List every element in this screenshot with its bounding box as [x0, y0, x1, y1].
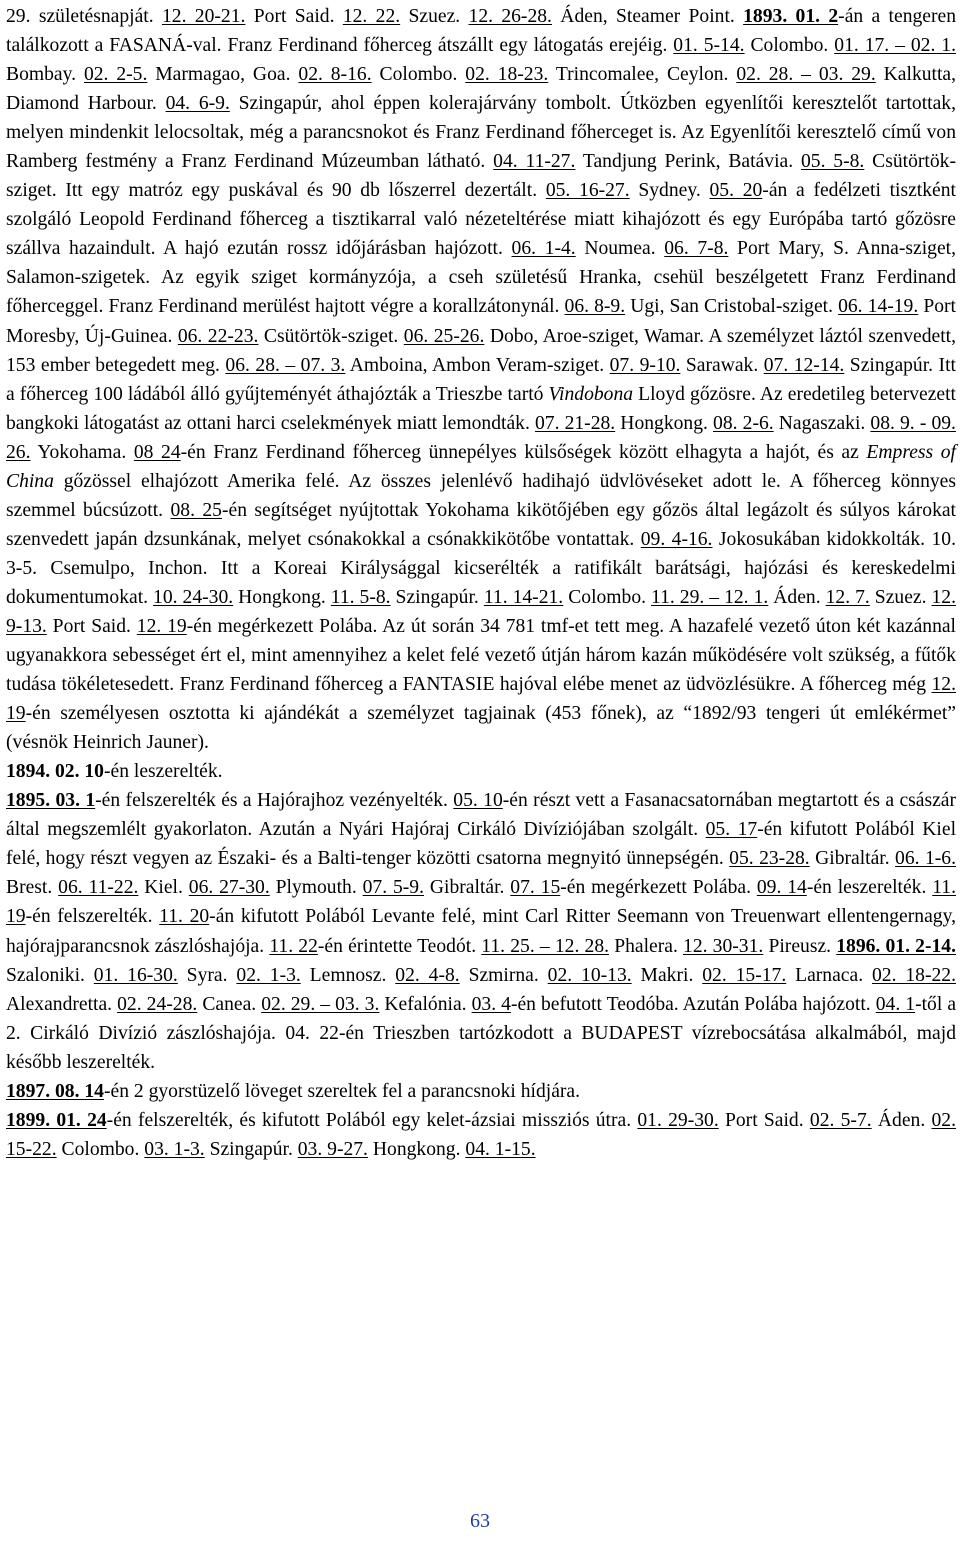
paragraph-1899: [6, 1106, 956, 1164]
text-run: Gibraltár.: [424, 877, 511, 899]
date-ref: 02. 15-22.: [6, 1109, 956, 1160]
text-run: Szmirna.: [459, 964, 548, 986]
text-run: Áden, Steamer Point.: [551, 6, 744, 27]
paragraph-1894: [6, 757, 956, 786]
date-ref: 08 24: [133, 441, 181, 463]
text-run: Szingapúr.: [204, 1138, 298, 1160]
text-run: Port Said.: [245, 6, 343, 27]
text-run: Amboina, Ambon Veram-sziget.: [345, 354, 610, 376]
text-run: Szuez.: [400, 6, 469, 27]
text-run: Szaloniki.: [6, 964, 94, 986]
text-run: Port Moresby, Új-Guinea.: [6, 296, 957, 347]
text-run: -én 2 gyorstüzelő löveget szereltek fel a parancsnoki hídjára.: [103, 1080, 581, 1102]
year-date: 1899. 01. 24: [6, 1109, 107, 1131]
text-run: Kiel.: [138, 877, 189, 899]
text-run: -án a tengeren találkozott a FASANÁ-val. Franz Ferdinand főherceg átszállt egy látogatás erejéig.: [6, 6, 957, 57]
date-ref: 03. 4: [471, 993, 511, 1015]
date-ref: 02. 10-13.: [547, 964, 632, 986]
date-ref: 06. 11-22.: [58, 877, 139, 899]
date-ref: 05. 5-8.: [800, 151, 865, 173]
text-run: 29. születésnapját.: [6, 6, 162, 27]
date-ref: 02. 8-16.: [298, 64, 372, 86]
date-ref: 06. 8-9.: [564, 296, 626, 318]
year-date: 1895. 03. 1: [6, 790, 96, 812]
text-run: Lloyd gőzösre. Az eredetileg betervezett bangkoki látogatást az ottani harci cselekmények miatt lemondták.: [6, 383, 956, 434]
date-ref: 07. 5-9.: [362, 877, 424, 899]
date-ref: 11. 20: [159, 906, 210, 928]
text-run: Makri.: [631, 964, 703, 986]
date-ref: 04. 1: [875, 993, 916, 1015]
text-run: -én megérkezett Polába. Az út során 34 781 tmf-et tett meg. A hazafelé vezető úton két kazánnal ugyanakkora sebességet ért el, mint amennyihez a kelet felé vezető útján három kazán működésére volt szükség, a fűtők tudása tökéletesedett. Franz Ferdinand főherceg a FANTASIE hajóval elébe menet az üdvözlésükre. A főherceg még: [6, 615, 957, 696]
text-run: -én leszerelték.: [103, 761, 223, 783]
text-run: -én megérkezett Polába.: [560, 877, 757, 899]
date-ref: 02. 2-5.: [83, 64, 148, 86]
text-run: Ugi, San Cristobal-sziget.: [625, 296, 839, 318]
date-ref: 02. 18-22.: [871, 964, 956, 986]
text-run: Trincomalee, Ceylon.: [548, 64, 737, 86]
date-ref: 06. 22-23.: [177, 325, 259, 347]
date-ref: 05. 20: [709, 180, 763, 202]
date-ref: 01. 5-14.: [673, 35, 745, 57]
text-run: Alexandretta.: [6, 993, 118, 1015]
paragraph-1897: [6, 1077, 956, 1106]
text-run: -én kifutott Polából Kiel felé, hogy részt vegyen az Északi- és a Balti-tenger közötti csatorna megnyitó ünnepségén.: [6, 819, 957, 870]
date-ref: 12. 19: [136, 615, 187, 637]
date-ref: 02. 4-8.: [395, 964, 460, 986]
date-ref: 09. 14: [756, 877, 807, 899]
date-ref: 06. 25-26.: [403, 325, 485, 347]
date-ref: 12. 9-13.: [6, 586, 956, 637]
text-run: Marmagao, Goa.: [147, 64, 299, 86]
year-date: 1893. 01. 2: [743, 6, 839, 27]
date-ref: 02. 1-3.: [236, 964, 301, 986]
text-run: Port Said.: [46, 615, 137, 637]
date-ref: 02. 28. – 03. 29.: [736, 64, 876, 86]
text-run: -én felszerelték.: [25, 906, 160, 928]
text-run: Gibraltár.: [809, 848, 896, 870]
text-run: Hongkong.: [367, 1138, 466, 1160]
text-run: Dobo, Aroe-sziget, Wamar. A személyzet láztól szenvedett, 153 ember betegedett meg.: [6, 325, 956, 376]
date-ref: 01. 16-30.: [93, 964, 178, 986]
text-run: Szingapúr. Itt a főherceg 100 ládából álló gyűjteményét áthajózták a Trieszbe tartó: [6, 354, 956, 405]
date-ref: 08. 25: [170, 499, 222, 521]
date-ref: 05. 23-28.: [729, 848, 810, 870]
text-run: Colombo.: [371, 64, 466, 86]
date-ref: 07. 21-28.: [534, 412, 616, 434]
text-run: -én Franz Ferdinand főherceg ünnepélyes külsőségek között elhagyta a hajót, és az: [180, 441, 867, 463]
date-ref: 02. 15-17.: [702, 964, 787, 986]
text-run: -én felszerelték, és kifutott Polából egy kelet-ázsiai missziós útra.: [106, 1109, 638, 1131]
text-run: gőzössel elhajózott Amerika felé. Az összes jelenlévő hadihajó üdvlövéseket adott le. A főherceg könnyes szemmel búcsúzott.: [6, 470, 956, 521]
date-ref: 09. 4-16.: [640, 528, 713, 550]
text-run: Canea.: [197, 993, 262, 1015]
date-ref: 01. 17. – 02. 1.: [834, 35, 956, 57]
text-run: Colombo.: [563, 586, 652, 608]
text-run: Brest.: [6, 877, 59, 899]
date-ref: 12. 20-21.: [161, 6, 246, 27]
date-ref: 01. 29-30.: [637, 1109, 719, 1131]
date-ref: 11. 29. – 12. 1.: [651, 586, 769, 608]
date-ref: 02. 29. – 03. 3.: [261, 993, 380, 1015]
text-run: Szuez.: [869, 586, 932, 608]
date-ref: 12. 19: [6, 674, 956, 725]
document-page: [6, 2, 956, 1164]
text-run: Áden.: [871, 1109, 932, 1131]
text-run: Pireusz.: [763, 935, 837, 957]
date-ref: 02. 5-7.: [809, 1109, 872, 1131]
text-run: Plymouth.: [269, 877, 363, 899]
date-ref: 05. 17: [705, 819, 758, 841]
text-run: Colombo.: [744, 35, 835, 57]
date-ref: 08. 9. - 09. 26.: [6, 412, 956, 463]
text-run: Tandjung Perink, Batávia.: [575, 151, 801, 173]
text-run: -én érintette Teodót.: [317, 935, 482, 957]
date-ref: 02. 18-23.: [465, 64, 549, 86]
text-run: -én részt vett a Fasanacsatornában megtartott és a császár által megszemlélt gyakorlaton. Azután a Nyári Hajóraj Cirkáló Divíziójában szolgált.: [6, 790, 957, 841]
date-ref: 11. 25. – 12. 28.: [481, 935, 610, 957]
text-run: Lemnosz.: [300, 964, 396, 986]
date-ref: 12. 22.: [342, 6, 401, 27]
date-ref: 11. 19: [6, 877, 956, 928]
text-run: Yokohama.: [30, 441, 134, 463]
date-ref: 04. 6-9.: [165, 93, 230, 115]
text-run: Port Mary, S. Anna-sziget, Salamon-szigetek. Az egyik sziget kormányzója, a cseh születésű Hranka, csehül beszélgetett Franz Ferdinand főherceggel. Franz Ferdinand merülést hajtott végre a korallzátonynál.: [6, 238, 956, 318]
date-ref: 06. 14-19.: [838, 296, 919, 318]
text-run: -én felszerelték és a Hajórajhoz vezényelték.: [95, 790, 454, 812]
date-ref: 11. 5-8.: [330, 586, 391, 608]
date-ref: 10. 24-30.: [153, 586, 234, 608]
year-date: 1897. 08. 14: [6, 1080, 104, 1102]
date-ref: 11. 22: [269, 935, 318, 957]
text-run: -én segítséget nyújtottak Yokohama kikötőjében egy gőzös által legázolt és súlyos károkat szenvedett japán dzsunkának, melyet csónakokkal a csónakkikötőbe vontattak.: [6, 499, 957, 550]
paragraph-1893-voyage: [6, 2, 956, 757]
date-ref: 06. 28. – 07. 3.: [225, 354, 346, 376]
date-ref: 12. 7.: [825, 586, 870, 608]
text-run: Kefalónia.: [379, 993, 472, 1015]
text-run: Noumea.: [575, 238, 665, 260]
ship-name: Vindobona: [548, 383, 634, 405]
text-run: -én befutott Teodóba. Azután Polába hajózott.: [510, 993, 876, 1015]
date-ref: 11. 14-21.: [483, 586, 564, 608]
text-run: Szingapúr.: [390, 586, 484, 608]
text-run: Hongkong.: [233, 586, 331, 608]
paragraph-1895-1896: [6, 786, 956, 1076]
date-ref: 08. 2-6.: [713, 412, 774, 434]
year-date: 1894. 02. 10: [6, 761, 104, 783]
text-run: Nagaszaki.: [773, 412, 871, 434]
text-run: Jokosukában kidokkolták. 10. 3-5. Csemulpo, Inchon. Itt a Koreai Királysággal kicserélték a ratifikált barátsági, hajózási és kereskedelmi dokumentumokat.: [6, 528, 956, 608]
text-run: Áden.: [768, 586, 826, 608]
date-ref: 12. 30-31.: [683, 935, 764, 957]
text-run: -től a 2. Cirkáló Divízió zászlóshajója. 04. 22-én Trieszben tartózkodott a BUDAPEST vízrebocsátása alkalmából, majd később leszerelték.: [6, 993, 957, 1073]
date-ref: 07. 15: [510, 877, 561, 899]
text-run: Csütörtök-sziget.: [258, 325, 404, 347]
page-number: 63: [470, 1510, 490, 1532]
text-run: Larnaca.: [786, 964, 872, 986]
text-run: Hongkong.: [615, 412, 714, 434]
date-ref: 03. 9-27.: [297, 1138, 368, 1160]
date-ref: 05. 10: [453, 790, 503, 812]
text-run: Bombay.: [6, 64, 84, 86]
date-ref: 06. 27-30.: [188, 877, 270, 899]
date-ref: 06. 1-4.: [511, 238, 576, 260]
text-run: Sydney.: [629, 180, 710, 202]
text-run: Phalera.: [609, 935, 684, 957]
text-run: -én személyesen osztotta ki ajándékát a személyzet tagjainak (453 főnek), az “1892/93 tengeri út emlékérmet” (vésnök Heinrich Jauner).: [6, 703, 956, 754]
date-ref: 04. 1-15.: [465, 1138, 536, 1160]
date-ref: 07. 9-10.: [609, 354, 681, 376]
ship-name: Empress of China: [6, 441, 956, 492]
date-ref: 05. 16-27.: [545, 180, 630, 202]
date-ref: 02. 24-28.: [117, 993, 198, 1015]
text-run: Port Said.: [718, 1109, 810, 1131]
date-ref: 03. 1-3.: [144, 1138, 205, 1160]
date-ref: 07. 12-14.: [763, 354, 845, 376]
date-ref: 06. 7-8.: [664, 238, 729, 260]
text-run: -én leszerelték.: [806, 877, 933, 899]
text-run: Kalkutta, Diamond Harbour.: [6, 64, 957, 115]
date-ref: 04. 11-27.: [493, 151, 576, 173]
text-run: Colombo.: [56, 1138, 145, 1160]
text-run: -án kifutott Polából Levante felé, mint Carl Ritter Seemann von Treuenwart ellentengernagy, hajórajparancsnok zászlóshajója.: [6, 906, 956, 957]
date-ref: 12. 26-28.: [468, 6, 552, 27]
text-run: -án a fedélzeti tisztként szolgáló Leopold Ferdinand főherceg a tisztikarral való nézeteltérése miatt kihajózott és egy Európába tartó gőzösre szállva hazaindult. A hajó ezután rossz időjárásban hajózott.: [6, 180, 956, 260]
text-run: Syra.: [177, 964, 237, 986]
text-run: Sarawak.: [680, 354, 764, 376]
text-run: Csütörtök-sziget. Itt egy matróz egy puskával és 90 db lőszerrel dezertált.: [6, 151, 956, 202]
date-ref: 06. 1-6.: [895, 848, 956, 870]
text-run: Szingapúr, ahol éppen kolerajárvány tombolt. Útközben egyenlítői keresztelőt tartottak, melyen mindenkit lelocsoltak, még a parancsnokot és Franz Ferdinand főherceget is. Az Egyenlítői keresztelő című von Ramberg festmény a Franz Ferdinand Múzeumban látható.: [6, 93, 956, 173]
year-date: 1896. 01. 2-14.: [836, 935, 956, 957]
